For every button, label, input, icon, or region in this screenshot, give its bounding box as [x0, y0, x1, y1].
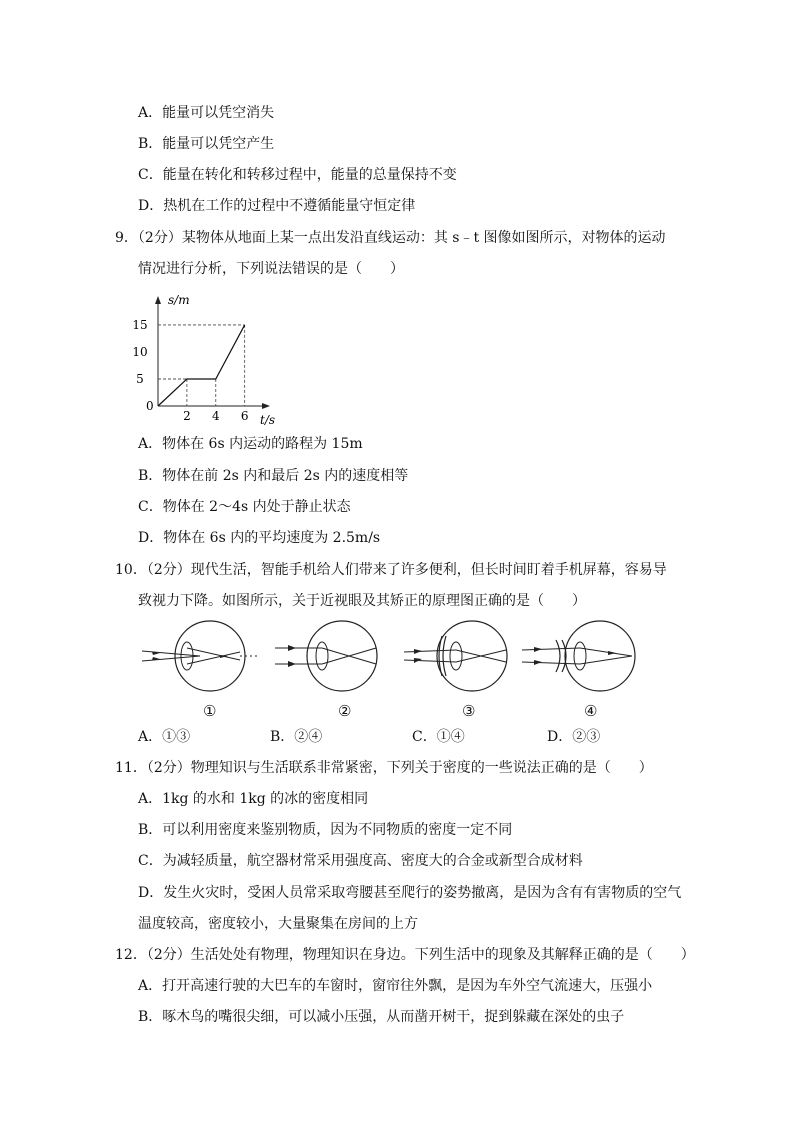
q9-stem-line1: 9．（2分）某物体从地面上某一点出发沿直线运动：其 s﹣t 图像如图所示，对物体的运动	[115, 230, 666, 246]
origin-label: 0	[146, 399, 154, 413]
eye-diagram-1	[140, 618, 270, 698]
q11-option-d: D．发生火灾时，受困人员常采取弯腰甚至爬行的姿势撤离，是因为含有有害物质的空气	[138, 885, 682, 901]
q8-option-d: D．热机在工作的过程中不遵循能量守恒定律	[138, 198, 416, 214]
x-tick-label: 4	[211, 409, 220, 423]
q9-option-c: C．物体在 2～4s 内处于静止状态	[138, 499, 351, 515]
q9-option-a: A．物体在 6s 内运动的路程为 15m	[138, 436, 363, 452]
eye-diagram-4	[520, 618, 640, 698]
q10-stem-line1: 10．（2分）现代生活，智能手机给人们带来了许多便利，但长时间盯着手机屏幕，容易导	[115, 562, 667, 578]
st-graph	[130, 280, 290, 430]
q11-option-b: B．可以利用密度来鉴别物质，因为不同物质的密度一定不同	[138, 822, 513, 838]
x-tick-label: 2	[183, 409, 191, 423]
q8-option-b: B．能量可以凭空产生	[138, 136, 275, 152]
figure-label-3: ③	[462, 702, 476, 720]
q8-option-a: A．能量可以凭空消失	[138, 105, 275, 121]
y-tick-label: 10	[132, 344, 148, 359]
q11-option-a: A．1kg 的水和 1kg 的冰的密度相同	[138, 791, 369, 807]
q11-stem: 11．（2分）物理知识与生活联系非常紧密，下列关于密度的一些说法正确的是（ ）	[115, 760, 653, 776]
q8-option-c: C．能量在转化和转移过程中，能量的总量保持不变	[138, 167, 457, 183]
x-axis-arrow	[262, 403, 270, 409]
q12-option-a: A．打开高速行驶的大巴车的车窗时，窗帘往外飘，是因为车外空气流速大，压强小	[138, 978, 653, 994]
q10-option-c: C．①④	[412, 729, 465, 745]
q11-option-d-cont: 温度较高，密度较小，大量聚集在房间的上方	[138, 916, 418, 932]
figure-label-4: ④	[584, 702, 598, 720]
figure-label-1: ①	[203, 702, 217, 720]
q9-option-b: B．物体在前 2s 内和最后 2s 内的速度相等	[138, 468, 409, 484]
eye-diagram-3	[400, 618, 520, 698]
q10-option-a: A．①③	[138, 729, 191, 745]
figure-label-2: ②	[338, 702, 352, 720]
q9-option-d: D．物体在 6s 内的平均速度为 2.5m/s	[138, 530, 381, 546]
y-axis-label: s/m	[168, 293, 190, 307]
q9-stem-line2: 情况进行分析，下列说法错误的是（ ）	[138, 261, 404, 277]
x-axis-label: t/s	[260, 413, 276, 427]
y-tick-label: 15	[132, 317, 148, 332]
q11-option-c: C．为减轻质量，航空器材常采用强度高、密度大的合金或新型合成材料	[138, 853, 583, 869]
q12-option-b: B．啄木鸟的嘴很尖细，可以减小压强，从而凿开树干，捉到躲藏在深处的虫子	[138, 1009, 625, 1025]
y-tick-label: 5	[136, 371, 144, 386]
q12-stem: 12．（2分）生活处处有物理，物理知识在身边。下列生活中的现象及其解释正确的是（ ）	[115, 947, 695, 963]
x-tick-label: 6	[240, 409, 249, 423]
q10-stem-line2: 致视力下降。如图所示，关于近视眼及其矫正的原理图正确的是（ ）	[138, 593, 586, 609]
q10-option-b: B．②④	[270, 729, 323, 745]
series-line	[158, 325, 245, 406]
y-axis-arrow	[155, 296, 161, 304]
q10-option-d: D．②③	[547, 729, 601, 745]
eye-diagram-2	[270, 618, 390, 698]
